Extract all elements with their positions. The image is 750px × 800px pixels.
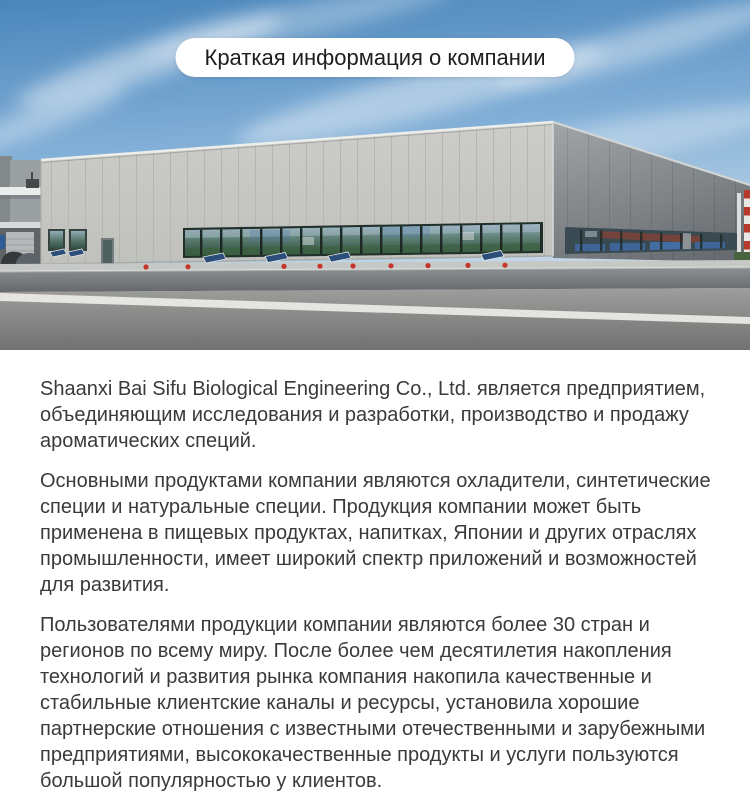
- company-intro-paragraph-2: Основными продуктами компании являются охладители, синтетические специи и натуральные специи. Продукция компании может быть применена в пищевых продуктах, напитках, Японии и других отраслях промышленности, имеет широкий спектр приложений и возможностей для развития.: [40, 470, 711, 596]
- company-hero-photo: [0, 0, 750, 350]
- company-intro-paragraph-3: Пользователями продукции компании являются более 30 стран и регионов по всему миру. После более чем десятилетия накопления технологий и развития рынка компания накопила качественные и стабильные клиентские каналы и ресурсы, установила хорошие партнерские отношения с известными отечественными и зарубежными предприятиями, высококачественные продукты и услуги пользуются большой популярностью у клиентов.: [40, 614, 706, 792]
- hedge: [734, 252, 750, 261]
- section-title-badge: Краткая информация о компании: [176, 38, 575, 77]
- road: [0, 286, 750, 350]
- white-post: [737, 193, 741, 253]
- company-intro-paragraph-1: Shaanxi Bai Sifu Biological Engineering Co., Ltd. является предприятием, объединяющим исследования и разработки, производство и продажу ароматических специй.: [40, 378, 706, 452]
- striped-pole: [744, 190, 750, 258]
- annex-building: [0, 156, 41, 272]
- company-description: [0, 350, 750, 794]
- entrance-door: [101, 238, 114, 265]
- safety-barrier: [0, 268, 750, 292]
